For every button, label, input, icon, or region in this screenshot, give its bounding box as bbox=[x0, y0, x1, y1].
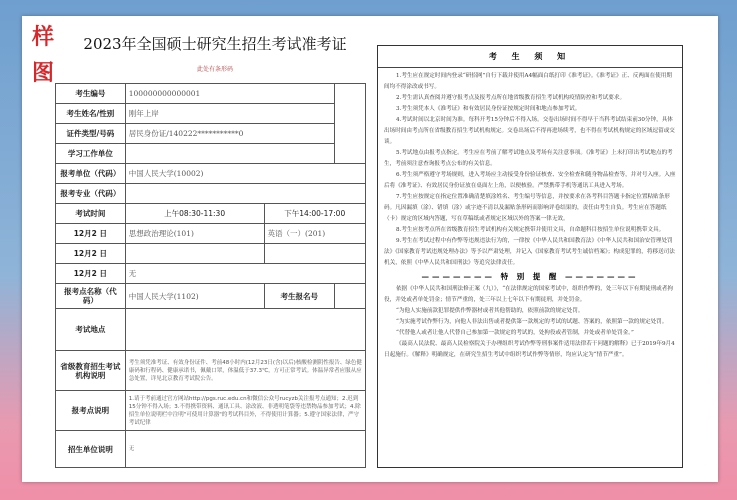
am-time: 上午08:30-11:30 bbox=[125, 204, 264, 224]
label: 考生编号 bbox=[56, 84, 126, 104]
notice-item: 2.考生需认真查阅并遵守报考点及报考点所在地省级教育招生考试机构疫情防控和考试要求。 bbox=[396, 95, 626, 101]
notice-title: 考 生 须 知 bbox=[378, 46, 682, 68]
exam-number: 100000000000001 bbox=[125, 84, 334, 104]
special-reminder-title: ——————— 特 别 提 醒 ——————— bbox=[421, 272, 639, 281]
barcode-placeholder: 此处有条形码 bbox=[196, 66, 233, 73]
day1-am: 思想政治理论(101) bbox=[125, 224, 264, 244]
label: 报考单位（代码） bbox=[56, 164, 126, 184]
label: 报考点说明 bbox=[56, 391, 126, 431]
day3: 无 bbox=[125, 264, 365, 284]
watermark-sample: 样 bbox=[32, 24, 55, 50]
day1-pm: 英语（一）(201) bbox=[264, 224, 365, 244]
notice-item: 9.考生在考试过程中有作弊等违规违法行为的，一律按《中华人民共和国教育法》《中华人民共和国治安管理处罚法》《国家教育考试违规处理办法》等予以严肃处理，并记入《国家教育考试考生诚信档案》；构成犯罪的，将移送司法机关，依照《中华人民共和国刑法》等追究法律责任。 bbox=[384, 238, 675, 266]
notice-item: 8.考生应按考点所在省级教育招生考试机构有关规定携带并使用文具，自命题科目按招生单位说明携带文具。 bbox=[396, 227, 665, 233]
school-note: 无 bbox=[125, 431, 365, 468]
notice-item: 6.考生须严格遵守考场规则，进入考场应主动接受身份验证核查、安全检查和随身物品检查等，并对号入座。入座后将《准考证》、有效居民身份证放在桌面左上角，以便核验。严禁携带手机等通讯工具进入考场。 bbox=[384, 172, 676, 189]
candidate-notice bbox=[377, 45, 683, 468]
label: 报考专业（代码） bbox=[56, 184, 126, 204]
label: 12月2 日 bbox=[56, 264, 126, 284]
notice-item: 1.考生应在规定时间内登录“研招网”自行下载并使用A4幅面白纸打印《准考证》。《准考证》正、反两面在使用期间均不得涂改或书写。 bbox=[384, 73, 672, 90]
name-gender: 刚年上岸 bbox=[125, 104, 334, 124]
exam-site: 中国人民大学(1102) bbox=[125, 284, 264, 309]
page-title: 2023年全国硕士研究生招生考试准考证 bbox=[83, 35, 347, 53]
notice-item: 5.考试地点由报考点指定。考生应在考前了解考试地点及考场有关注意事项。《准考证》上未打印出考试地点的考生，考前须注意查询报考点公布的有关信息。 bbox=[384, 150, 673, 167]
watermark-image: 图 bbox=[32, 60, 55, 86]
label: 考生姓名/性别 bbox=[56, 104, 126, 124]
special-item: “为实施考试作弊行为，向他人非法出售或者提供第一款规定的考试的试题、答案的，依照第一款的规定处罚。 bbox=[396, 319, 668, 325]
label: 考试时间 bbox=[56, 204, 126, 224]
reg-number bbox=[335, 284, 366, 309]
special-title-text: 特 别 提 醒 bbox=[500, 272, 560, 281]
notice-item: 4.考试时间以北京时间为准。每科开考15分钟后不得入场。交卷出场时间不得早于当科考试结束前30分钟，具体出场时间由考点所在省级教育招生考试机构规定。交卷出场后不得再进场续考，也不得在考试机构规定的区域逗留或交谈。 bbox=[384, 117, 675, 145]
label: 12月2 日 bbox=[56, 244, 126, 264]
work-unit bbox=[125, 144, 334, 164]
ticket-table bbox=[55, 83, 366, 468]
pm-time: 下午14:00-17:00 bbox=[264, 204, 365, 224]
label: 学习工作单位 bbox=[56, 144, 126, 164]
site-note: 1.请于考前通过官方网站http://pgs.ruc.edu.cn和微信公众号rucyzb关注报考点通知；2.迟到15分钟不得入场；3.不得携带资料、通讯工具、涂改液、非透明笔袋等违禁物品参加考试；4.除招生单位说明栏中注明"可使用计算器"的考试科目外，不得使用计算器；5.遵守国家法律，严守考试纪律 bbox=[125, 391, 365, 431]
special-item: “代替他人或者让他人代替自己参加第一款规定的考试的，处拘役或者管制，并处或者单处罚金。” bbox=[396, 330, 634, 336]
label: 考试地点 bbox=[56, 309, 126, 351]
special-item: 依据《中华人民共和国刑法修正案（九）》，“在法律规定的国家考试中，组织作弊的，处三年以下有期徒刑或者拘役，并处或者单处罚金；情节严重的，处三年以上七年以下有期徒刑，并处罚金。 bbox=[384, 286, 673, 303]
notice-item: 7.考生应按规定在指定位置准确清楚填涂姓名、考生编号等信息，并按要求在各考科目答题卡指定位置粘贴条形码。凡因漏填（涂）、错填（涂）或字迹不清以及漏贴条形码而影响评卷结果的，责任由考生自负。考生应在答题纸（卡）规定的区域内答题，写在草稿纸或者规定区域以外的答案一律无效。 bbox=[384, 194, 670, 222]
label: 招生单位说明 bbox=[56, 431, 126, 468]
label: 12月2 日 bbox=[56, 224, 126, 244]
apply-unit: 中国人民大学(10002) bbox=[125, 164, 365, 184]
exam-place bbox=[125, 309, 365, 351]
apply-major bbox=[125, 184, 365, 204]
label: 报考点名称（代码） bbox=[56, 284, 126, 309]
photo-cell bbox=[335, 84, 366, 164]
label: 证件类型/号码 bbox=[56, 124, 126, 144]
notice-item: 3.考生须凭本人《准考证》和有效居民身份证按规定时间和地点参加考试。 bbox=[396, 106, 581, 112]
special-item: 《最高人民法院、最高人民检察院关于办理组织考试作弊等刑事案件适用法律若干问题的解释》已于2019年9月4日起施行。《解释》明确规定，在研究生招生考试中组织考试作弊等情形，均应认定为“情节严重”。 bbox=[384, 341, 675, 358]
special-item: “为他人实施前款犯罪提供作弊器材或者其他帮助的，依照前款的规定处罚。 bbox=[396, 308, 584, 314]
day2-am bbox=[125, 244, 264, 264]
id-number: 居民身份证/140222***********0 bbox=[125, 124, 334, 144]
day2-pm bbox=[264, 244, 365, 264]
label: 省级教育招生考试机构说明 bbox=[56, 351, 126, 391]
label: 考生报名号 bbox=[264, 284, 335, 309]
provincial-note: 考生须凭准考证、有效身份证件、考前48小时内(12月23日(含)以后)核酸检测阴性报告、绿色健康码和行程码、健康承诺书，佩戴口罩，体温低于37.3℃，方可正常考试。体温异常者应服从应急处置，详见北京教育考试院公告。 bbox=[125, 351, 365, 391]
